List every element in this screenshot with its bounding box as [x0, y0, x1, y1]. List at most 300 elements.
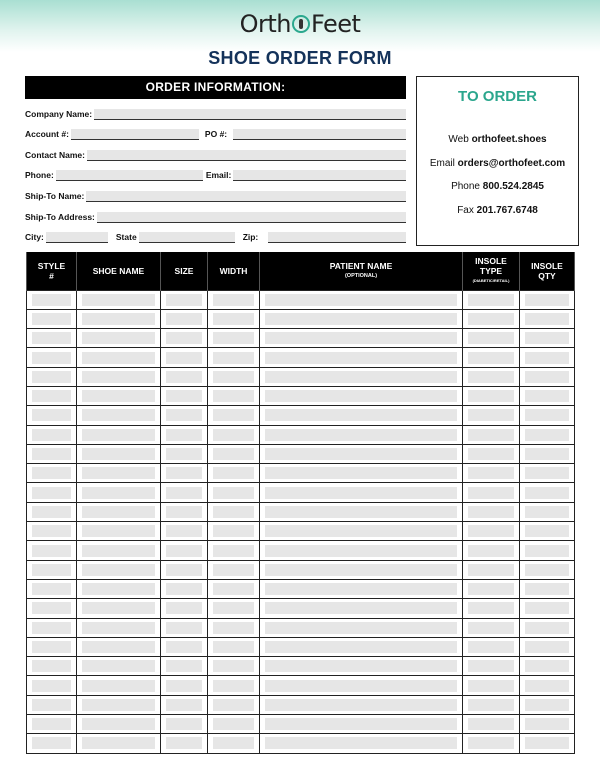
insole-type-cell-input[interactable] [468, 641, 514, 653]
insole-qty-cell-input[interactable] [525, 409, 569, 421]
col-style-text: STYLE [37, 260, 66, 271]
size-cell-input[interactable] [166, 352, 202, 364]
state-label: State [115, 232, 137, 243]
size-cell [161, 464, 208, 483]
size-cell [161, 522, 208, 541]
insole-type-cell [463, 541, 520, 560]
patient-name-cell-input[interactable] [265, 409, 457, 421]
insole-qty-cell [520, 734, 575, 753]
patient-name-cell [260, 444, 463, 463]
ship-to-address-field[interactable] [97, 212, 406, 223]
insole-type-cell-input[interactable] [468, 313, 514, 325]
table-row [27, 309, 575, 328]
style-cell-input[interactable] [32, 622, 71, 634]
width-cell-input[interactable] [213, 680, 254, 692]
width-cell-input[interactable] [213, 737, 254, 749]
style-cell [27, 464, 77, 483]
width-cell-input[interactable] [213, 487, 254, 499]
patient-name-cell [260, 483, 463, 502]
insole-type-cell-input[interactable] [468, 622, 514, 634]
size-cell-input[interactable] [166, 429, 202, 441]
patient-name-cell-input[interactable] [265, 660, 457, 672]
patient-name-cell-input[interactable] [265, 313, 457, 325]
shoe-name-cell-input[interactable] [82, 467, 155, 479]
shoe-name-cell [77, 348, 161, 367]
insole-qty-cell-input[interactable] [525, 545, 569, 557]
patient-name-cell [260, 290, 463, 309]
table-row [27, 560, 575, 579]
insole-qty-cell [520, 560, 575, 579]
insole-qty-cell-input[interactable] [525, 352, 569, 364]
style-cell-input[interactable] [32, 506, 71, 518]
fax-line [417, 205, 578, 229]
phone-field[interactable] [56, 170, 203, 181]
insole-type-cell-input[interactable] [468, 390, 514, 402]
size-cell-input[interactable] [166, 525, 202, 537]
width-cell [208, 522, 260, 541]
col-shoe-name-header: SHOE NAME [77, 252, 161, 290]
email-field[interactable] [233, 170, 406, 181]
insole-type-cell-input[interactable] [468, 602, 514, 614]
size-cell [161, 734, 208, 753]
size-cell-input[interactable] [166, 660, 202, 672]
insole-qty-cell [520, 502, 575, 521]
insole-type-cell-input[interactable] [468, 525, 514, 537]
patient-name-cell [260, 348, 463, 367]
shoe-name-cell-input[interactable] [82, 583, 155, 595]
insole-type-cell-input[interactable] [468, 448, 514, 460]
style-cell [27, 329, 77, 348]
insole-qty-cell-input[interactable] [525, 680, 569, 692]
size-cell-input[interactable] [166, 371, 202, 383]
shoe-name-cell-input[interactable] [82, 506, 155, 518]
patient-name-cell-input[interactable] [265, 525, 457, 537]
shoe-name-cell [77, 522, 161, 541]
insole-type-cell-input[interactable] [468, 564, 514, 576]
patient-name-cell-input[interactable] [265, 429, 457, 441]
style-cell-input[interactable] [32, 718, 71, 730]
width-cell-input[interactable] [213, 294, 254, 306]
style-cell [27, 348, 77, 367]
insole-qty-cell-input[interactable] [525, 622, 569, 634]
style-cell-input[interactable] [32, 602, 71, 614]
shoe-name-cell [77, 541, 161, 560]
shoe-name-cell [77, 599, 161, 618]
size-cell-input[interactable] [166, 332, 202, 344]
size-cell [161, 444, 208, 463]
shoe-name-cell-input[interactable] [82, 545, 155, 557]
insole-qty-cell [520, 444, 575, 463]
insole-qty-cell-input[interactable] [525, 448, 569, 460]
shoe-name-cell [77, 502, 161, 521]
insole-type-cell [463, 329, 520, 348]
phone-label: Phone: [25, 170, 54, 181]
phone-line [417, 181, 578, 205]
insole-type-cell-input[interactable] [468, 545, 514, 557]
table-row [27, 329, 575, 348]
width-cell [208, 464, 260, 483]
insole-qty-cell-input[interactable] [525, 467, 569, 479]
size-cell [161, 367, 208, 386]
insole-qty-cell-input[interactable] [525, 390, 569, 402]
city-field[interactable] [46, 232, 108, 243]
ship-to-name-field[interactable] [86, 191, 406, 202]
size-cell [161, 290, 208, 309]
shoe-name-cell-input[interactable] [82, 390, 155, 402]
style-cell-input[interactable] [32, 699, 71, 711]
shoe-name-cell-input[interactable] [82, 371, 155, 383]
size-cell-input[interactable] [166, 583, 202, 595]
state-field[interactable] [139, 232, 235, 243]
size-cell [161, 425, 208, 444]
style-cell [27, 618, 77, 637]
insole-type-cell-input[interactable] [468, 718, 514, 730]
style-cell [27, 425, 77, 444]
patient-name-cell [260, 425, 463, 444]
width-cell-input[interactable] [213, 564, 254, 576]
width-cell-input[interactable] [213, 448, 254, 460]
size-cell-input[interactable] [166, 737, 202, 749]
fax-label: Fax [457, 204, 474, 216]
account-field[interactable] [71, 129, 199, 140]
width-cell-input[interactable] [213, 313, 254, 325]
shoe-name-cell [77, 444, 161, 463]
patient-name-cell-input[interactable] [265, 545, 457, 557]
insole-qty-cell-input[interactable] [525, 564, 569, 576]
shoe-name-cell-input[interactable] [82, 699, 155, 711]
size-cell-input[interactable] [166, 390, 202, 402]
insole-type-cell [463, 676, 520, 695]
style-cell-input[interactable] [32, 332, 71, 344]
shoe-name-cell-input[interactable] [82, 680, 155, 692]
style-cell-input[interactable] [32, 641, 71, 653]
insole-type-cell [463, 522, 520, 541]
patient-name-cell [260, 734, 463, 753]
style-cell-input[interactable] [32, 487, 71, 499]
insole-type-cell [463, 657, 520, 676]
size-cell-input[interactable] [166, 313, 202, 325]
style-cell-input[interactable] [32, 390, 71, 402]
patient-name-cell-input[interactable] [265, 390, 457, 402]
insole-qty-cell [520, 657, 575, 676]
patient-name-cell-input[interactable] [265, 641, 457, 653]
order-information-header: ORDER INFORMATION: [25, 76, 406, 99]
table-row [27, 502, 575, 521]
insole-type-cell-input[interactable] [468, 352, 514, 364]
shoe-name-cell [77, 715, 161, 734]
shoe-name-cell-input[interactable] [82, 352, 155, 364]
style-cell-input[interactable] [32, 680, 71, 692]
style-cell-input[interactable] [32, 313, 71, 325]
shoe-name-cell [77, 406, 161, 425]
insole-type-cell-input[interactable] [468, 487, 514, 499]
width-cell-input[interactable] [213, 390, 254, 402]
email-contact-value[interactable]: orders@orthofeet.com [457, 157, 566, 169]
insole-qty-cell [520, 309, 575, 328]
insole-qty-cell-input[interactable] [525, 660, 569, 672]
email-line [417, 158, 578, 182]
width-cell-input[interactable] [213, 332, 254, 344]
shoe-name-cell [77, 483, 161, 502]
po-field[interactable] [233, 129, 406, 140]
patient-name-cell-input[interactable] [265, 699, 457, 711]
width-cell [208, 329, 260, 348]
width-cell [208, 618, 260, 637]
patient-name-cell [260, 560, 463, 579]
width-cell-input[interactable] [213, 660, 254, 672]
insole-qty-cell-input[interactable] [525, 583, 569, 595]
table-row [27, 676, 575, 695]
width-cell [208, 406, 260, 425]
patient-name-cell-input[interactable] [265, 680, 457, 692]
insole-qty-cell-input[interactable] [525, 332, 569, 344]
table-row [27, 483, 575, 502]
style-cell-input[interactable] [32, 737, 71, 749]
insole-qty-cell-input[interactable] [525, 294, 569, 306]
patient-name-cell-input[interactable] [265, 332, 457, 344]
width-cell-input[interactable] [213, 622, 254, 634]
shoe-name-cell-input[interactable] [82, 487, 155, 499]
to-order-box [416, 76, 579, 246]
width-cell-input[interactable] [213, 525, 254, 537]
insole-type-cell-input[interactable] [468, 737, 514, 749]
style-cell [27, 483, 77, 502]
patient-name-cell-input[interactable] [265, 737, 457, 749]
insole-type-cell-input[interactable] [468, 294, 514, 306]
insole-qty-cell [520, 579, 575, 598]
insole-type-cell-input[interactable] [468, 467, 514, 479]
insole-type-cell [463, 348, 520, 367]
shoe-name-cell-input[interactable] [82, 429, 155, 441]
insole-type-cell [463, 637, 520, 656]
style-cell [27, 290, 77, 309]
width-cell [208, 657, 260, 676]
style-cell-input[interactable] [32, 409, 71, 421]
size-cell [161, 599, 208, 618]
size-cell-input[interactable] [166, 718, 202, 730]
width-cell [208, 599, 260, 618]
shoe-name-cell [77, 657, 161, 676]
insole-type-cell-input[interactable] [468, 699, 514, 711]
width-cell-input[interactable] [213, 699, 254, 711]
company-name-field[interactable] [94, 109, 406, 120]
style-cell-input[interactable] [32, 660, 71, 672]
ship-to-address-row [25, 202, 406, 223]
table-row [27, 695, 575, 714]
style-cell-input[interactable] [32, 583, 71, 595]
size-cell-input[interactable] [166, 680, 202, 692]
insole-type-cell-input[interactable] [468, 583, 514, 595]
patient-name-cell [260, 676, 463, 695]
patient-name-cell-input[interactable] [265, 294, 457, 306]
shoe-name-cell-input[interactable] [82, 332, 155, 344]
table-row [27, 637, 575, 656]
width-cell-input[interactable] [213, 602, 254, 614]
style-cell-input[interactable] [32, 429, 71, 441]
insole-qty-cell-input[interactable] [525, 487, 569, 499]
insole-type-cell-input[interactable] [468, 660, 514, 672]
width-cell [208, 579, 260, 598]
patient-name-cell-input[interactable] [265, 622, 457, 634]
zip-label: Zip: [242, 232, 259, 243]
size-cell-input[interactable] [166, 467, 202, 479]
shoe-name-cell [77, 309, 161, 328]
insole-qty-cell-input[interactable] [525, 313, 569, 325]
shoe-name-cell-input[interactable] [82, 602, 155, 614]
width-cell-input[interactable] [213, 371, 254, 383]
width-cell-input[interactable] [213, 641, 254, 653]
size-cell-input[interactable] [166, 602, 202, 614]
insole-qty-cell-input[interactable] [525, 506, 569, 518]
table-header-row [27, 252, 575, 290]
shoe-name-cell-input[interactable] [82, 294, 155, 306]
size-cell-input[interactable] [166, 409, 202, 421]
shoe-name-cell [77, 734, 161, 753]
width-cell-input[interactable] [213, 545, 254, 557]
col-style-hash: # [49, 270, 54, 281]
insole-qty-cell [520, 483, 575, 502]
insole-qty-cell-input[interactable] [525, 699, 569, 711]
insole-qty-cell-input[interactable] [525, 371, 569, 383]
style-cell-input[interactable] [32, 371, 71, 383]
style-cell-input[interactable] [32, 545, 71, 557]
patient-name-cell [260, 599, 463, 618]
shoe-name-cell-input[interactable] [82, 409, 155, 421]
size-cell-input[interactable] [166, 641, 202, 653]
web-value[interactable]: orthofeet.shoes [471, 134, 547, 145]
zip-field[interactable] [268, 232, 406, 243]
shoe-name-cell-input[interactable] [82, 313, 155, 325]
insole-qty-cell-input[interactable] [525, 641, 569, 653]
width-cell-input[interactable] [213, 352, 254, 364]
size-cell [161, 715, 208, 734]
patient-name-cell [260, 309, 463, 328]
company-name-row [25, 99, 406, 120]
patient-name-cell-input[interactable] [265, 718, 457, 730]
shoe-name-cell-input[interactable] [82, 622, 155, 634]
insole-qty-cell-input[interactable] [525, 525, 569, 537]
shoe-name-cell-input[interactable] [82, 525, 155, 537]
size-cell-input[interactable] [166, 545, 202, 557]
insole-type-cell [463, 483, 520, 502]
insole-type-cell [463, 367, 520, 386]
style-cell-input[interactable] [32, 448, 71, 460]
style-cell-input[interactable] [32, 467, 71, 479]
patient-name-cell-input[interactable] [265, 583, 457, 595]
width-cell [208, 483, 260, 502]
size-cell-input[interactable] [166, 448, 202, 460]
patient-name-cell-input[interactable] [265, 467, 457, 479]
size-cell-input[interactable] [166, 564, 202, 576]
size-cell-input[interactable] [166, 699, 202, 711]
style-cell-input[interactable] [32, 564, 71, 576]
insole-qty-cell-input[interactable] [525, 602, 569, 614]
width-cell [208, 695, 260, 714]
shoe-name-cell [77, 290, 161, 309]
patient-name-cell-input[interactable] [265, 352, 457, 364]
shoe-name-cell-input[interactable] [82, 737, 155, 749]
size-cell-input[interactable] [166, 506, 202, 518]
insole-type-cell-input[interactable] [468, 409, 514, 421]
width-cell-input[interactable] [213, 429, 254, 441]
patient-name-cell [260, 695, 463, 714]
width-cell [208, 502, 260, 521]
patient-name-cell [260, 406, 463, 425]
shoe-name-cell-input[interactable] [82, 448, 155, 460]
ship-to-name-row [25, 181, 406, 202]
size-cell-input[interactable] [166, 294, 202, 306]
width-cell [208, 309, 260, 328]
patient-name-cell-input[interactable] [265, 371, 457, 383]
size-cell-input[interactable] [166, 622, 202, 634]
style-cell-input[interactable] [32, 352, 71, 364]
shoe-name-cell-input[interactable] [82, 718, 155, 730]
shoe-name-cell [77, 464, 161, 483]
shoe-name-cell-input[interactable] [82, 564, 155, 576]
shoe-name-cell-input[interactable] [82, 641, 155, 653]
insole-type-cell [463, 599, 520, 618]
insole-qty-cell [520, 425, 575, 444]
patient-name-cell-input[interactable] [265, 564, 457, 576]
insole-qty-cell-input[interactable] [525, 429, 569, 441]
width-cell-input[interactable] [213, 718, 254, 730]
contact-name-field[interactable] [87, 150, 406, 161]
size-cell [161, 348, 208, 367]
insole-qty-cell [520, 329, 575, 348]
insole-qty-cell-input[interactable] [525, 718, 569, 730]
patient-name-cell-input[interactable] [265, 506, 457, 518]
shoe-name-cell-input[interactable] [82, 660, 155, 672]
shoe-name-cell [77, 367, 161, 386]
patient-name-cell-input[interactable] [265, 487, 457, 499]
insole-type-cell-input[interactable] [468, 332, 514, 344]
table-row [27, 444, 575, 463]
table-row [27, 425, 575, 444]
style-cell-input[interactable] [32, 525, 71, 537]
shoe-name-cell [77, 579, 161, 598]
patient-name-cell-input[interactable] [265, 448, 457, 460]
width-cell-input[interactable] [213, 583, 254, 595]
patient-name-cell-input[interactable] [265, 602, 457, 614]
size-cell [161, 657, 208, 676]
size-cell [161, 637, 208, 656]
col-insole-type-header [463, 252, 520, 290]
insole-qty-cell [520, 618, 575, 637]
size-cell [161, 618, 208, 637]
insole-type-cell-input[interactable] [468, 680, 514, 692]
col-patient-name-header [260, 252, 463, 290]
width-cell-input[interactable] [213, 506, 254, 518]
insole-type-cell-input[interactable] [468, 429, 514, 441]
shoe-name-cell [77, 560, 161, 579]
width-cell-input[interactable] [213, 409, 254, 421]
style-cell [27, 676, 77, 695]
table-row [27, 464, 575, 483]
width-cell-input[interactable] [213, 467, 254, 479]
style-cell-input[interactable] [32, 294, 71, 306]
size-cell-input[interactable] [166, 487, 202, 499]
insole-type-cell-input[interactable] [468, 506, 514, 518]
style-cell [27, 406, 77, 425]
city-state-zip-row [25, 223, 406, 244]
insole-qty-cell-input[interactable] [525, 737, 569, 749]
patient-name-cell [260, 541, 463, 560]
insole-type-cell-input[interactable] [468, 371, 514, 383]
col-insole-type-subtext: (DIABETIC/RETAIL) [472, 277, 510, 283]
order-information-section [25, 76, 406, 243]
insole-qty-cell [520, 599, 575, 618]
ship-to-name-label: Ship-To Name: [25, 190, 85, 201]
